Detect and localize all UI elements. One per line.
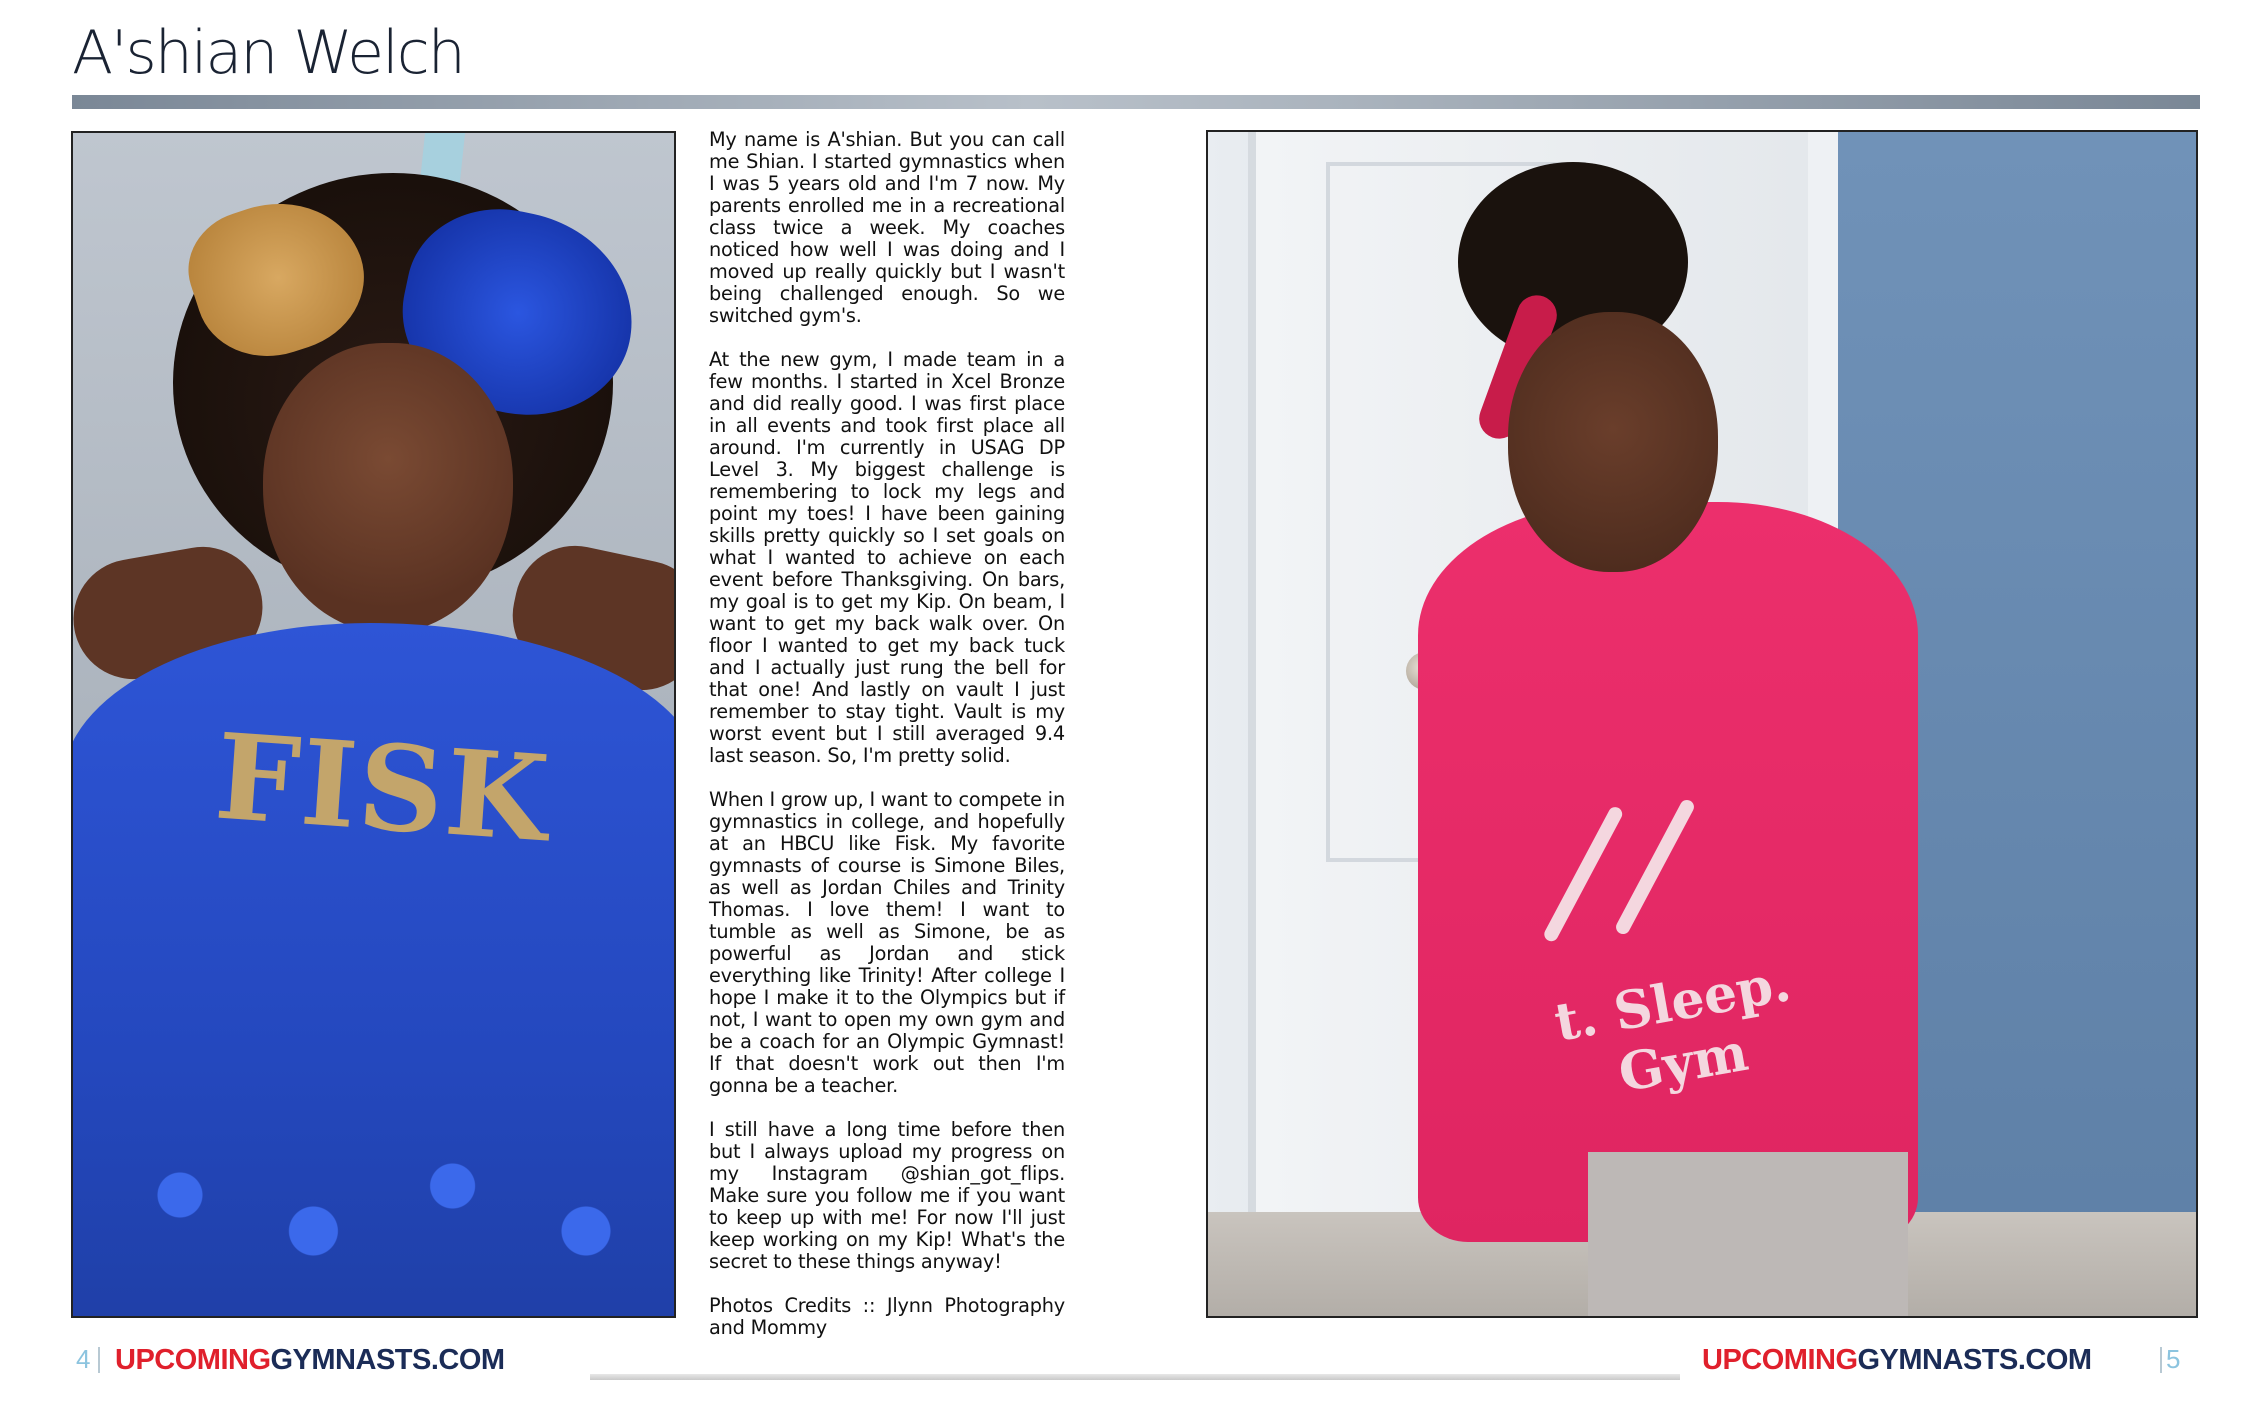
article-paragraph: I still have a long time before then but I always upload my progress on my Instagram @shian_got_flips. Make sure you follow me if you want to keep up with me! For now I'll just keep working on my Kip! What's the secret to these things anyway! [709,1118,1065,1273]
pink-hoodie [1418,502,1918,1242]
face [1508,312,1718,572]
paw-print-pattern [93,1123,673,1303]
article-paragraph: When I grow up, I want to compete in gymnastics in college, and hopefully at an HBCU like Fisk. My favorite gymnasts of course is Simone Biles, as well as Jordan Chiles and Trinity Thomas. I love them! I want to tumble as well as Simone, be as powerful as Jordan and stick everything like Trinity! After college I hope I make it to the Olympics but if not, I want to open my own gym and be a coach for an Olympic Gymnast! If that doesn't work out then I'm gonna be a teacher. [709,788,1065,1097]
gray-pants [1588,1152,1908,1318]
brand-logo-right[interactable] [1702,1344,2092,1377]
face [263,343,513,633]
article-body [709,129,1065,1361]
brand-text-upcoming: UPCOMING [115,1344,271,1376]
footer-line [590,1374,1680,1380]
article-paragraph: At the new gym, I made team in a few months. I started in Xcel Bronze and did really good. I was first place in all events and took first place all around. I'm currently in USAG DP Level 3. My biggest challenge is remembering to lock my legs and point my toes! I have been gaining skills pretty quickly so I set goals on what I wanted to achieve on each event before Thanksgiving. On bars, my goal is to get my Kip. On beam, I want to get my back walk over. On floor I wanted to get my back tuck and I actually just rung the bell for that one! And lastly on vault I just remember to stay tight. Vault is my worst event but I still averaged 9.4 last season. So, I'm pretty solid. [709,348,1065,767]
title-divider [72,95,2200,109]
gymnast-photo-right [1206,130,2198,1318]
footer-separator [2160,1347,2162,1373]
article-paragraph: My name is A'shian. But you can call me Shian. I started gymnastics when I was 5 years old and I'm 7 now. My parents enrolled me in a recreational class twice a week. My coaches noticed how well I was doing and I moved up really quickly but I wasn't being challenged enough. So we switched gym's. [709,128,1065,327]
gymnast-photo-left [71,131,676,1318]
footer-separator [98,1347,100,1373]
page-title: A'shian Welch [72,18,464,88]
hoodie-lettering: t. Sleep. Gym [1550,952,1796,1105]
brand-text-gymnasts: GYMNASTS.COM [1857,1344,2092,1376]
photo-credits: Photos Credits :: Jlynn Photography and Mommy [709,1294,1065,1339]
brand-logo-left[interactable] [115,1344,505,1377]
leotard-lettering: FISK [211,706,555,869]
page-number-right: 5 [2166,1344,2181,1374]
page-number-left: 4 [76,1344,91,1374]
brand-text-upcoming: UPCOMING [1702,1344,1858,1376]
brand-text-gymnasts: GYMNASTS.COM [270,1344,505,1376]
